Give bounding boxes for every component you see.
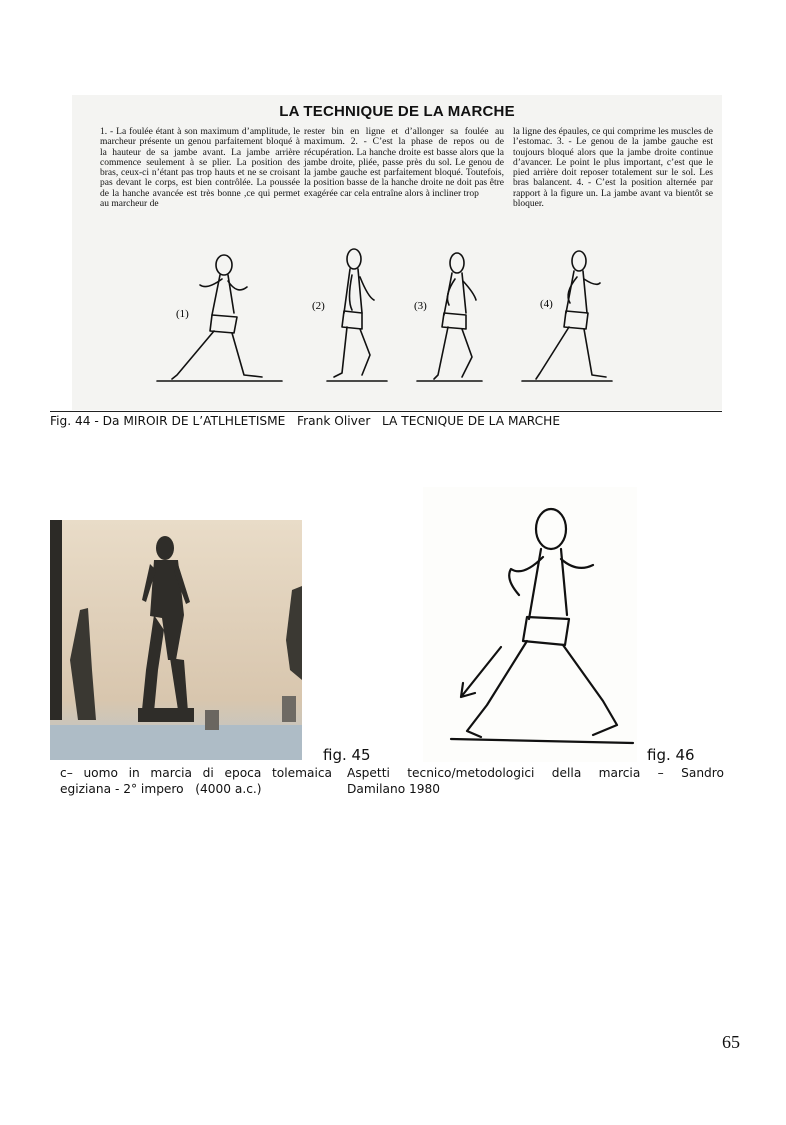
- step-label-1: (1): [176, 308, 189, 320]
- scanned-article: [72, 95, 722, 410]
- figure-44-caption: Fig. 44 - Da MIROIR DE L’ATLHLETISME Frank Oliver LA TECNIQUE DE LA MARCHE: [50, 414, 561, 428]
- article-column-3: la ligne des épaules, ce qui comprime les muscles de l’estomac. 3. - Le genou de la jambe gauche est toujours bloqué alors que la jambe droite continue d’avancer. Le point le plus important, c’est que le pied arrière doit reposer totalement sur le sol. Les bras balancent. 4. - C’est la position alternée par rapport à la figure un. La jambe avant va bientôt se bloquer.: [513, 127, 713, 210]
- walking-steps-illustration: [72, 245, 722, 410]
- walker-figure-4: [536, 251, 606, 379]
- figure-45-caption-line-1: c– uomo in marcia di epoca tolemaica: [60, 766, 332, 780]
- walker-figure-2: [334, 249, 374, 377]
- article-column-2: rester bin en ligne et d’allonger sa foulée au maximum. 2. - C’est la phase de repos ou de récupération. La hanche droite est basse alors que la jambe droite, pliée, passe près du sol. Le genou de la jambe gauche est parfaitement bloqué. Toutefois, la position basse de la hanche droite ne doit pas être exagérée car cela entraîne alors à incliner trop: [304, 127, 504, 199]
- step-label-4: (4): [540, 298, 553, 310]
- figure-46-caption-line-2: Damilano 1980: [347, 782, 441, 796]
- figure-45-caption: [60, 765, 332, 797]
- step-label-2: (2): [312, 300, 325, 312]
- figure-46-label: fig. 46: [647, 746, 695, 764]
- walker-figure-3: [434, 253, 476, 379]
- figure-45-label: fig. 45: [323, 746, 371, 764]
- figure-46-caption: [347, 765, 724, 797]
- walker-sketch: [423, 487, 637, 762]
- figure-45-caption-line-2: egiziana - 2° impero (4000 a.c.): [60, 782, 262, 796]
- step-label-3: (3): [414, 300, 427, 312]
- page-number: 65: [722, 1032, 740, 1052]
- figure-46-caption-line-1: Aspetti tecnico/metodologici della marcia – Sandro: [347, 766, 724, 780]
- statue-photo: [50, 520, 302, 760]
- article-column-1: 1. - La foulée étant à son maximum d’amplitude, le marcheur présente un genou parfaitement bloqué à la hauteur de sa jambe avant. La jambe arrière commence seulement à se plier. La position des bras, ceux-ci n’étant pas trop hauts et ne se croisant pas devant le corps, est bien contrôlée. La poussée de la hanche avancée est très bonne ,ce qui permet au marcheur de: [100, 127, 300, 210]
- caption-divider: [50, 411, 722, 412]
- article-title: LA TECHNIQUE DE LA MARCHE: [279, 103, 515, 120]
